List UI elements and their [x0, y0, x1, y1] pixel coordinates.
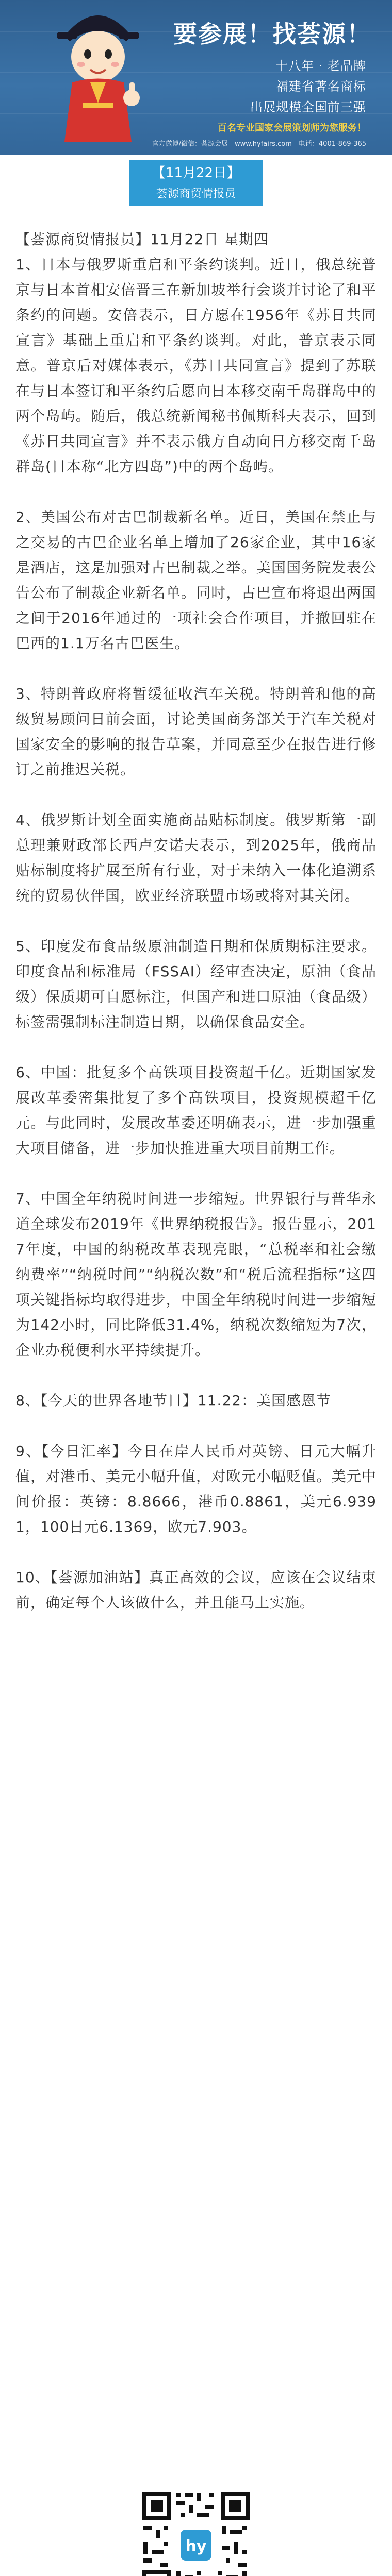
banner-slogan-3: 出展规模全国前三强	[250, 100, 366, 114]
article-body	[15, 227, 377, 1640]
date-block	[129, 160, 263, 206]
paragraph-8: 8、【今天的世界各地节日】11.22：美国感恩节	[15, 1392, 331, 1409]
date-label: 【11月22日】	[152, 165, 240, 181]
header-banner	[0, 0, 392, 155]
paragraph-4: 4、俄罗斯计划全面实施商品贴标制度。俄罗斯第一副总理兼财政部长西卢安诺夫表示，到2025年，俄商品贴标制度将扩展至所有行业，对于未纳入一体化追溯系统的贸易伙伴国，欧亚经济联盟市场或将对其关闭。	[15, 811, 377, 904]
paragraph-3: 3、特朗普政府将暂缓征收汽车关税。特朗普和他的高级贸易顾问日前会面，讨论美国商务部关于汽车关税对国家安全的影响的报告草案，并同意至少在报告进行修订之前推迟关税。	[15, 685, 377, 778]
paragraph-9: 9、【今日汇率】今日在岸人民币对英镑、日元大幅升值，对港币、美元小幅升值，对欧元小幅贬值。美元中间价报：英镑：8.8666，港币0.8861，美元6.9391，100日元6.1369，欧元7.903。	[15, 1443, 377, 1535]
paragraph-1: 1、日本与俄罗斯重启和平条约谈判。近日，俄总统普京与日本首相安倍晋三在新加坡举行会谈并讨论了和平条约的问题。安倍表示，日方愿在1956年《苏日共同宣言》基础上重启和平条约谈判。对此，普京表示同意。普京后对媒体表示，《苏日共同宣言》提到了苏联在与日本签订和平条约后愿向日本移交南千岛群岛中的两个岛屿。随后，俄总统新闻秘书佩斯科夫表示，回到《苏日共同宣言》并不表示俄方自动向日方移交南千岛群岛(日本称“北方四岛”)中的两个岛屿。	[15, 256, 377, 475]
banner-slogan-1: 十八年 · 老品牌	[275, 59, 366, 73]
banner-slogan-2: 福建省著名商标	[276, 79, 366, 94]
paragraph-10: 10、【荟源加油站】真正高效的会议，应该在会议结束前，确定每个人该做什么，并且能马上实施。	[15, 1569, 377, 1611]
paragraph-7: 7、中国全年纳税时间进一步缩短。世界银行与普华永道全球发布2019年《世界纳税报告》。报告显示，2017年度，中国的纳税改革表现亮眼，“总税率和社会缴纳费率”“纳税时间”“纳税次数”和“税后流程指标”这四项关键指标均取得进步，中国全年纳税时间进一步缩短为142小时，同比降低31.4%，纳税次数缩短为7次，企业办税便利水平持续提升。	[15, 1190, 377, 1359]
banner-title: 要参展！找荟源！	[173, 20, 371, 48]
qr-code-icon	[139, 2488, 253, 2576]
paragraph-5: 5、印度发布食品级原油制造日期和保质期标注要求。印度食品和标准局（FSSAI）经审查决定，原油（食品级）保质期可自愿标注，但国产和进口原油（食品级）标签需强制标注制造日期，以确保食品安全。	[15, 938, 377, 1030]
mascot-icon	[54, 0, 142, 144]
banner-subtitle: 百名专业国家会展策划师为您服务！	[218, 123, 366, 133]
paragraph-header: 【荟源商贸情报员】11月22日 星期四	[15, 231, 269, 248]
qr-logo-text: hy	[185, 2537, 207, 2555]
paragraph-6: 6、中国：批复多个高铁项目投资超千亿。近期国家发展改革委密集批复了多个高铁项目，投资规模超千亿元。与此同时，发展改革委还明确表示，进一步加强重大项目储备，进一步加快推进重大项目前期工作。	[15, 1064, 377, 1157]
column-name: 荟源商贸情报员	[156, 188, 236, 200]
banner-contact: 官方微博/微信：荟源会展 www.hyfairs.com 电话：4001-869-365	[152, 140, 366, 148]
paragraph-2: 2、美国公布对古巴制裁新名单。近日，美国在禁止与之交易的古巴企业名单上增加了26家企业，其中16家是酒店，这是加强对古巴制裁之举。美国国务院发表公告公布了制裁企业新名单。同时，古巴宣布将退出两国之间于2016年通过的一项社会合作项目，并撤回驻在巴西的1.1万名古巴医生。	[15, 509, 377, 652]
